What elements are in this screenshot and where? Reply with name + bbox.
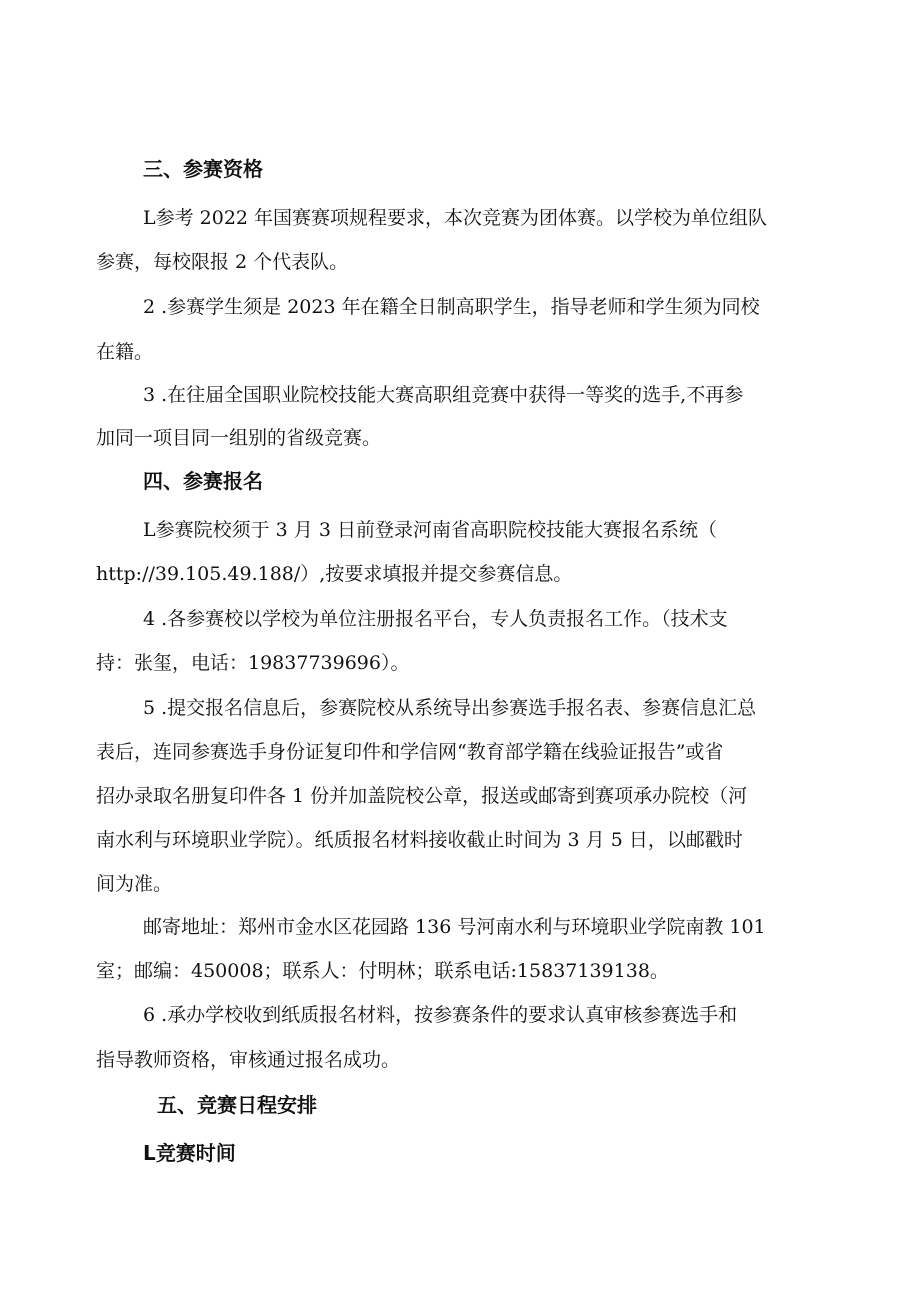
- paragraph-line: 6 .承办学校收到纸质报名材料，按参赛条件的要求认真审核参赛选手和: [143, 1004, 738, 1026]
- paragraph-line: 4 .各参赛校以学校为单位注册报名平台，专人负责报名工作。（技术支: [143, 608, 728, 630]
- paragraph-line: 招办录取名册复印件各 1 份并加盖院校公章，报送或邮寄到赛项承办院校（河: [96, 785, 748, 807]
- section-heading-eligibility: 三、参赛资格: [143, 157, 263, 181]
- paragraph-line: 3 .在往届全国职业院校技能大赛高职组竞赛中获得一等奖的选手,不再参: [143, 384, 744, 406]
- paragraph-line: 在籍。: [96, 341, 154, 363]
- paragraph-line: 加同一项目同一组别的省级竞赛。: [96, 427, 382, 449]
- paragraph-line: 参赛，每校限报 2 个代表队。: [96, 251, 349, 273]
- paragraph-line: L参赛院校须于 3 月 3 日前登录河南省高职院校技能大赛报名系统（: [143, 519, 717, 541]
- paragraph-line: 2 .参赛学生须是 2023 年在籍全日制高职学生，指导老师和学生须为同校: [143, 296, 760, 318]
- paragraph-line: http://39.105.49.188/）,按要求填报并提交参赛信息。: [96, 563, 573, 585]
- paragraph-line: L参考 2022 年国赛赛项规程要求，本次竞赛为团体赛。以学校为单位组队: [143, 207, 768, 229]
- paragraph-line: 5 .提交报名信息后，参赛院校从系统导出参赛选手报名表、参赛信息汇总: [143, 697, 757, 719]
- section-heading-registration: 四、参赛报名: [143, 469, 263, 493]
- subheading-competition-time: L竞赛时间: [143, 1141, 236, 1165]
- mailing-address-line: 室；邮编：450008；联系人：付明林；联系电话:15837139138。: [96, 960, 669, 982]
- paragraph-line: 持：张玺，电话：19837739696）。: [96, 652, 410, 674]
- section-heading-schedule: 五、竞赛日程安排: [157, 1093, 317, 1117]
- paragraph-line: 表后，连同参赛选手身份证复印件和学信网“教育部学籍在线验证报告”或省: [96, 741, 724, 763]
- paragraph-line: 南水利与环境职业学院）。纸质报名材料接收截止时间为 3 月 5 日，以邮戳时: [96, 829, 743, 851]
- paragraph-line: 指导教师资格，审核通过报名成功。: [96, 1049, 401, 1071]
- mailing-address-line: 邮寄地址：郑州市金水区花园路 136 号河南水利与环境职业学院南教 101: [143, 916, 766, 938]
- paragraph-line: 间为准。: [96, 873, 173, 895]
